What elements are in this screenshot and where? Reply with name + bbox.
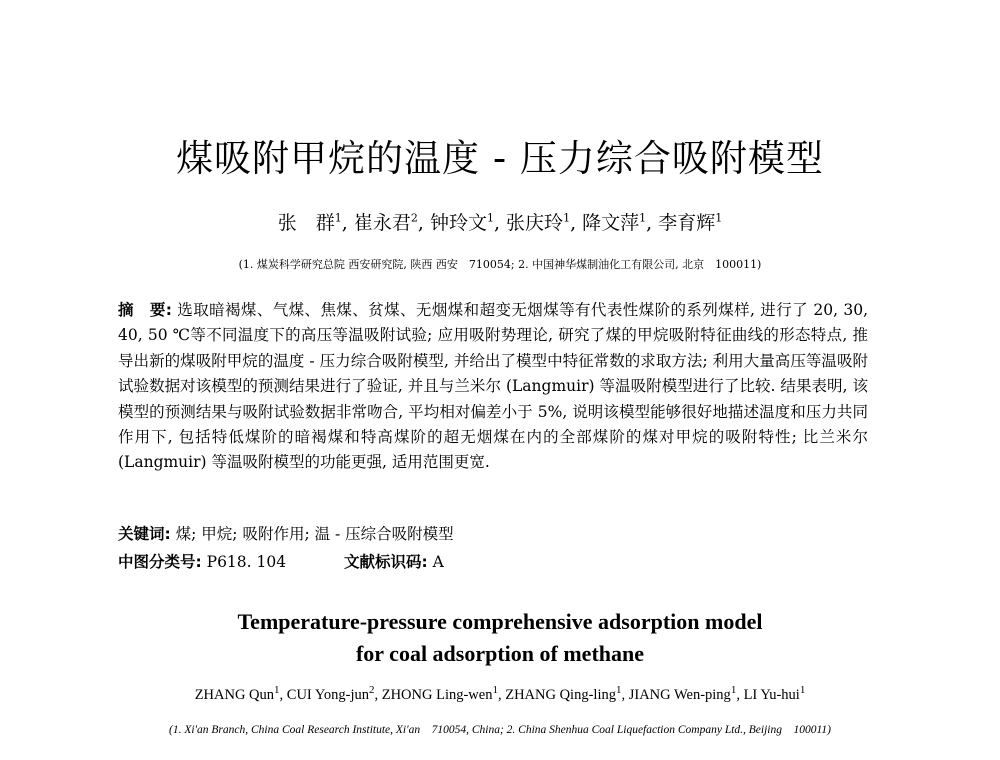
abstract-cn bbox=[118, 298, 868, 476]
author-name-en: LI Yu-hui bbox=[743, 686, 800, 703]
author-name-en: ZHONG Ling-wen bbox=[381, 686, 493, 703]
author-name-en: ZHANG Qing-ling bbox=[505, 686, 616, 703]
abstract-label: 摘 要: bbox=[118, 301, 172, 319]
classification-line bbox=[118, 550, 868, 572]
paper-title-cn: 煤吸附甲烷的温度 - 压力综合吸附模型 bbox=[176, 137, 824, 180]
document-code-value: A bbox=[432, 553, 444, 571]
author-affiliation-mark: 1 bbox=[563, 211, 571, 225]
author-affiliation-mark: 2 bbox=[410, 211, 418, 225]
title-en-line-2: for coal adsorption of methane bbox=[355, 641, 645, 666]
classification-label: 中图分类号: bbox=[118, 553, 202, 571]
author-affiliation-mark: 1 bbox=[639, 211, 647, 225]
author-name-en: JIANG Wen-ping bbox=[628, 686, 731, 703]
author-affiliation-mark: 1 bbox=[486, 211, 494, 225]
abstract-text: 选取暗褐煤、气煤、焦煤、贫煤、无烟煤和超变无烟煤等有代表性煤阶的系列煤样, 进行了 20, 30, 40, 50 ℃等不同温度下的高压等温吸附试验; 应用吸附势理论, 研究了煤的甲烷吸附特征曲线的形态特点, 推导出新的煤吸附甲烷的温度 - 压力综合吸附模型, 并给出了模型中特征常数的求取方法; 利用大量高压等温吸附试验数据对该模型的预测结果进行了验证, 并且与兰米尔 (Langmuir) 等温吸附模型进行了比较. 结果表明, 该模型的预测结果与吸附试验数据非常吻合, 平均相对偏差小于 5%, 说明该模型能够很好地描述温度和压力共同作用下, 包括特低煤阶的暗褐煤和特高煤阶的超无烟煤在内的全部煤阶的煤对甲烷的吸附特性; 比兰米尔 (Langmuir) 等温吸附模型的功能更强, 适用范围更宽. bbox=[118, 301, 868, 472]
author-name: 张庆玲 bbox=[506, 212, 564, 234]
affiliation-cn: (1. 煤炭科学研究总院 西安研究院, 陕西 西安 710054; 2. 中国神华煤制油化工有限公司, 北京 100011) bbox=[238, 258, 762, 271]
author-name: 崔永君 bbox=[353, 212, 411, 234]
author-list-cn: 张 群$^1$, 崔永君$^2$, 钟玲文$^1$, 张庆玲$^1$, 降文萍$^1$, 李育辉$^1$ bbox=[277, 211, 723, 234]
author-affiliation-mark: 1 bbox=[730, 684, 737, 696]
keywords-line bbox=[118, 522, 868, 544]
author-name: 钟玲文 bbox=[429, 212, 487, 234]
author-affiliation-mark: 2 bbox=[368, 684, 375, 696]
author-name: 李育辉 bbox=[658, 212, 716, 234]
author-affiliation-mark: 1 bbox=[492, 684, 498, 696]
author-name: 张 群 bbox=[277, 212, 335, 234]
title-en-line-1: Temperature-pressure comprehensive adsorption model bbox=[237, 609, 763, 634]
author-name-en: ZHANG Qun bbox=[194, 686, 275, 703]
paper-title-en bbox=[0, 606, 1000, 670]
affiliation-en: (1. Xi'an Branch, China Coal Research Institute, Xi'an 710054, China; 2. China Shenhua Coal Liquefaction Company Ltd., Beijing 100011) bbox=[169, 724, 831, 736]
document-code-label: 文献标识码: bbox=[343, 553, 428, 571]
keywords-label: 关键词: bbox=[118, 525, 171, 543]
author-affiliation-mark: 1 bbox=[334, 211, 342, 225]
classification-value: P618. 104 bbox=[206, 553, 287, 571]
author-list-en: ZHANG Qun$^1$, CUI Yong-jun$^2$, ZHONG Ling-wen$^1$, ZHANG Qing-ling$^1$, JIANG Wen-ping$^1$, LI Yu-hui$^1$ bbox=[194, 684, 806, 703]
author-name-en: CUI Yong-jun bbox=[286, 686, 369, 703]
keywords-text: 煤; 甲烷; 吸附作用; 温 - 压综合吸附模型 bbox=[175, 525, 454, 543]
author-affiliation-mark: 1 bbox=[715, 211, 723, 225]
author-affiliation-mark: 1 bbox=[799, 684, 806, 696]
author-name: 降文萍 bbox=[582, 212, 640, 234]
author-affiliation-mark: 1 bbox=[615, 684, 622, 696]
author-affiliation-mark: 1 bbox=[274, 684, 280, 696]
